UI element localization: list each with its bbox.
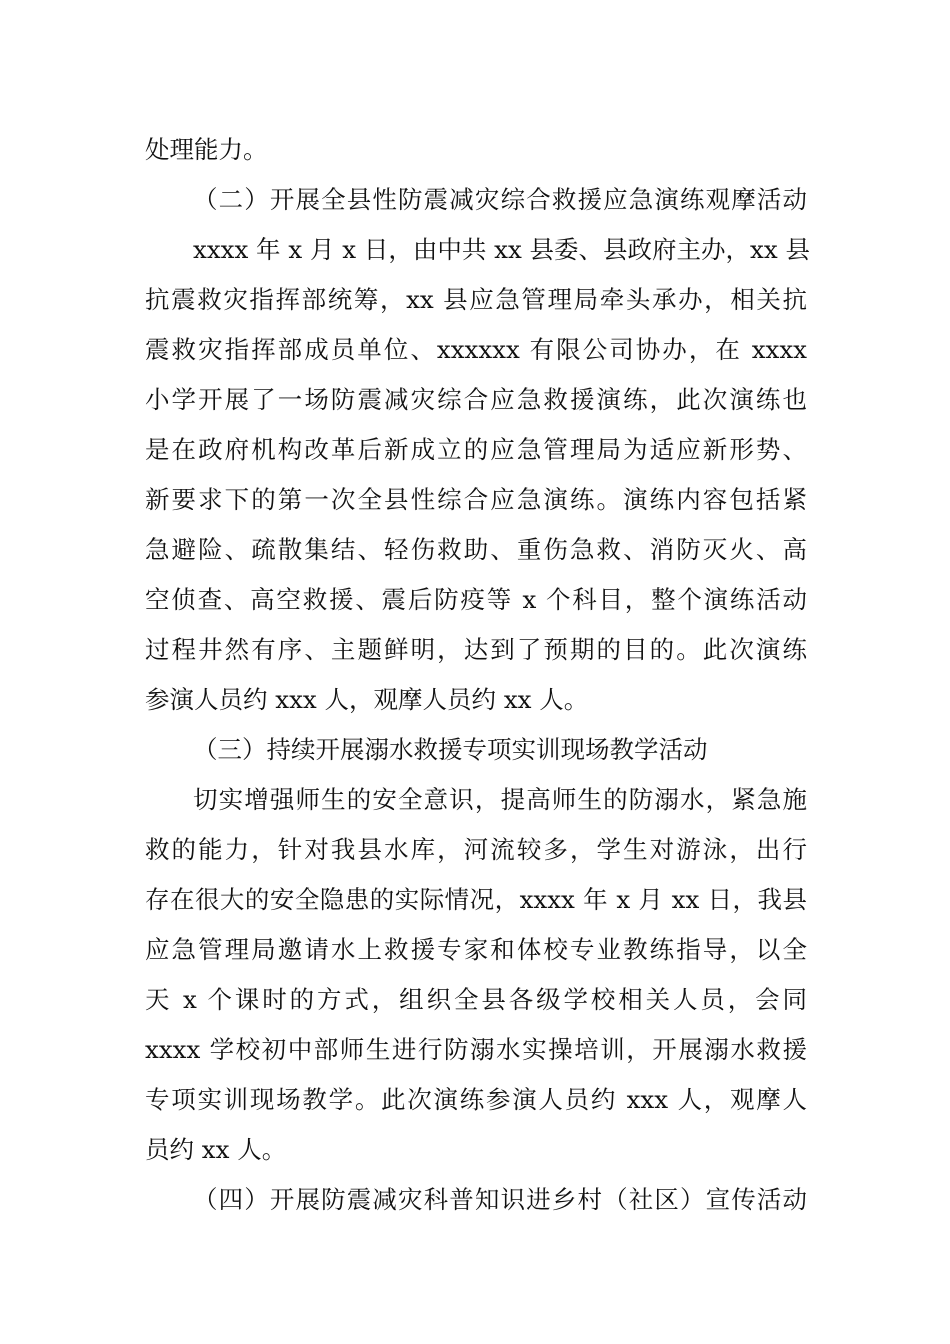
text-line: 救的能力，针对我县水库，河流较多，学生对游泳，出行 — [145, 835, 807, 864]
text-line: 震救灾指挥部成员单位、xxxxxx 有限公司协办，在 xxxx — [145, 335, 807, 364]
text-line: 空侦查、高空救援、震后防疫等 x 个科目，整个演练活动 — [145, 585, 807, 614]
text-line: 存在很大的安全隐患的实际情况，xxxx 年 x 月 xx 日，我县 — [145, 885, 807, 914]
text-line: 应急管理局邀请水上救援专家和体校专业教练指导，以全 — [145, 935, 807, 964]
text-line: 小学开展了一场防震减灾综合应急救援演练，此次演练也 — [145, 385, 807, 414]
section-heading: （四）开展防震减灾科普知识进乡村（社区）宣传活动 — [193, 1185, 807, 1214]
text-line: 参演人员约 xxx 人，观摩人员约 xx 人。 — [145, 685, 589, 714]
text-line: 切实增强师生的安全意识，提高师生的防溺水，紧急施 — [193, 785, 807, 814]
section-heading: （三）持续开展溺水救援专项实训现场教学活动 — [193, 735, 708, 764]
text-line: 天 x 个课时的方式，组织全县各级学校相关人员，会同 — [145, 985, 807, 1014]
text-line: xxxx 年 x 月 x 日，由中共 xx 县委、县政府主办，xx 县 — [193, 235, 810, 264]
text-line: 员约 xx 人。 — [145, 1135, 287, 1164]
text-line: 新要求下的第一次全县性综合应急演练。演练内容包括紧 — [145, 485, 807, 514]
text-line: 过程井然有序、主题鲜明，达到了预期的目的。此次演练 — [145, 635, 807, 664]
text-line: 是在政府机构改革后新成立的应急管理局为适应新形势、 — [145, 435, 807, 464]
text-line: 急避险、疏散集结、轻伤救助、重伤急救、消防灭火、高 — [145, 535, 807, 564]
text-line: 处理能力。 — [145, 135, 268, 164]
text-line: 专项实训现场教学。此次演练参演人员约 xxx 人，观摩人 — [145, 1085, 807, 1114]
section-heading: （二）开展全县性防震减灾综合救援应急演练观摩活动 — [193, 185, 807, 214]
text-line: xxxx 学校初中部师生进行防溺水实操培训，开展溺水救援 — [145, 1035, 807, 1064]
text-line: 抗震救灾指挥部统筹，xx 县应急管理局牵头承办，相关抗 — [145, 285, 807, 314]
